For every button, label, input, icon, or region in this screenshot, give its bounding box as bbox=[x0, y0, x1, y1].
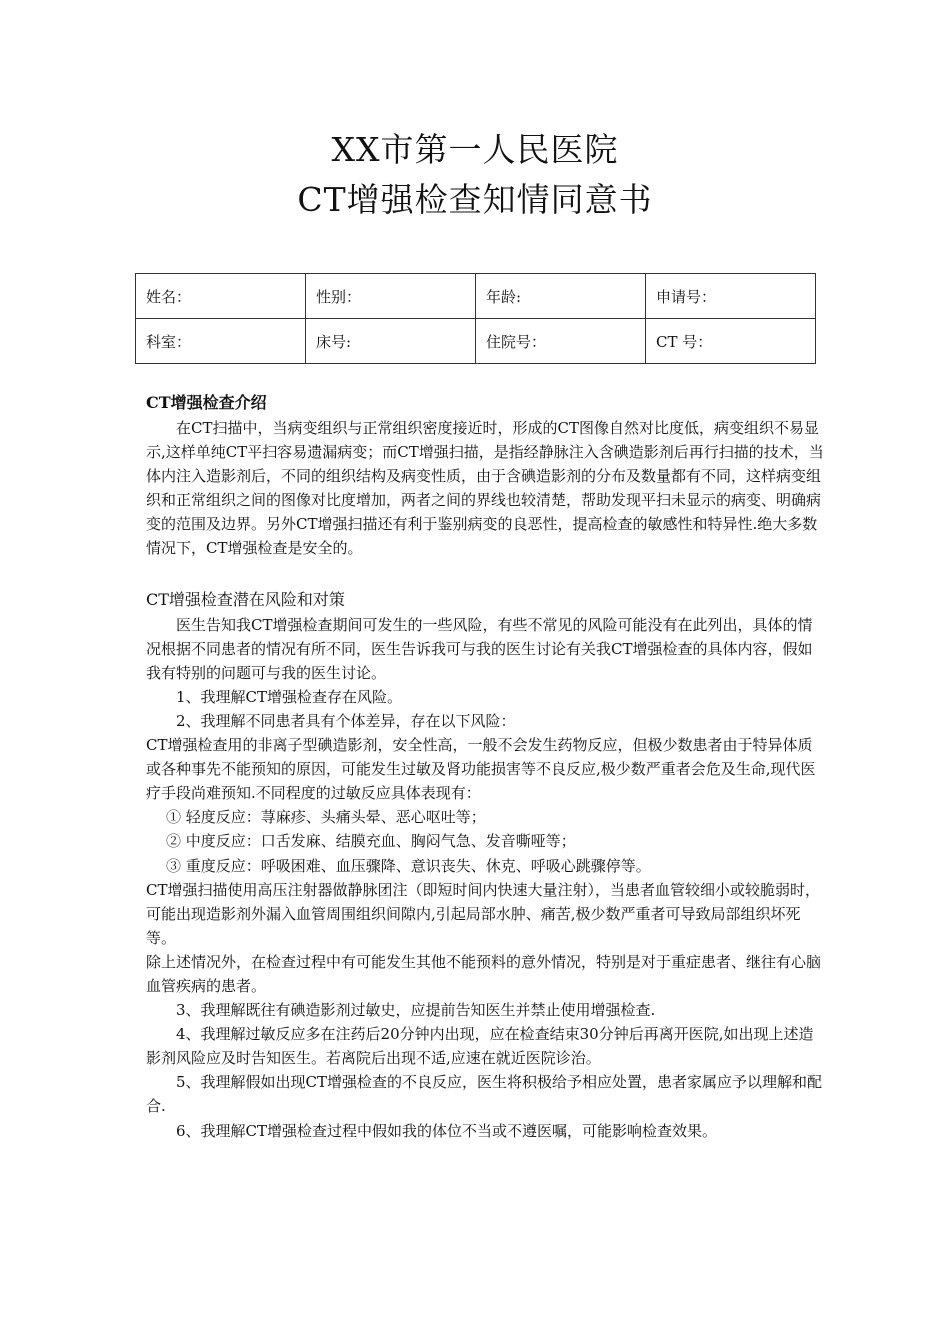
risks-intro-paragraph: 医生告知我CT增强检查期间可发生的一些风险，有些不常见的风险可能没有在此列出，具体的情况根据不同患者的情况有所不同，医生告诉我可与我的医生讨论有关我CT增强检查的具体内容，假如我有特别的问题可与我的医生讨论。 bbox=[146, 615, 813, 682]
age-cell[interactable]: 年龄: bbox=[476, 274, 646, 319]
consent-item-6: 6、我理解CT增强检查过程中假如我的体位不当或不遵医嘱，可能影响检查效果。 bbox=[176, 1121, 718, 1140]
department-cell[interactable]: 科室： bbox=[136, 319, 306, 364]
severe-reaction: ③ 重度反应：呼吸困难、血压骤降、意识丧失、休克、呼吸心跳骤停等。 bbox=[166, 856, 651, 875]
contrast-risk-paragraph: CT增强检查用的非离子型碘造影剂，安全性高，一般不会发生药物反应，但极少数患者由于特异体质或各种事先不能预知的原因，可能发生过敏及肾功能损害等不良反应,极少数严重者会危及生命,现代医疗手段尚难预知.不同程度的过敏反应具体表现有： bbox=[146, 736, 816, 803]
admission-no-cell[interactable]: 住院号： bbox=[476, 319, 646, 364]
injector-risk-paragraph: CT增强扫描使用高压注射器做静脉团注（即短时间内快速大量注射），当患者血管较细小或较脆弱时，可能出现造影剂外漏入血管周围组织间隙内,引起局部水肿、痛苦,极少数严重者可导致局部组织坏死等。 bbox=[146, 880, 820, 947]
table-row bbox=[136, 319, 816, 364]
document-title: CT增强检查知情同意书 bbox=[297, 180, 653, 219]
consent-item-1: 1、我理解CT增强检查存在风险。 bbox=[176, 687, 403, 706]
table-row bbox=[136, 274, 816, 319]
ct-no-cell[interactable]: CT 号： bbox=[646, 319, 816, 364]
gender-cell[interactable]: 性别： bbox=[306, 274, 476, 319]
request-no-cell[interactable]: 申请号： bbox=[646, 274, 816, 319]
document-body bbox=[146, 390, 826, 1143]
other-risk-paragraph: 除上述情况外，在检查过程中有可能发生其他不能预料的意外情况，特别是对于重症患者、继往有心脑血管疾病的患者。 bbox=[146, 952, 822, 995]
bed-no-cell[interactable]: 床号: bbox=[306, 319, 476, 364]
consent-item-4: 4、我理解过敏反应多在注药后20分钟内出现，应在检查结束30分钟后再离开医院,如出现上述造影剂风险应及时告知医生。若离院后出现不适,应速在就近医院诊治。 bbox=[146, 1025, 814, 1068]
name-cell[interactable]: 姓名： bbox=[136, 274, 306, 319]
hospital-name: XX市第一人民医院 bbox=[331, 130, 619, 169]
section-heading-risks: CT增强检查潜在风险和对策 bbox=[146, 589, 345, 609]
consent-item-2: 2、我理解不同患者具有个体差异，存在以下风险： bbox=[176, 711, 516, 730]
consent-item-5: 5、我理解假如出现CT增强检查的不良反应，医生将积极给予相应处置，患者家属应予以理解和配合. bbox=[146, 1073, 823, 1116]
consent-item-3: 3、我理解既往有碘造影剂过敏史，应提前告知医生并禁止使用增强检查. bbox=[176, 1001, 656, 1020]
intro-paragraph: 在CT扫描中，当病变组织与正常组织密度接近时，形成的CT图像自然对比度低，病变组织不易显示,这样单纯CT平扫容易遗漏病变；而CT增强扫描，是指经静脉注入含碘造影剂后再行扫描的技术，当体内注入造影剂后，不同的组织结构及病变性质，由于含碘造影剂的分布及数量都有不同，这样病变组织和正常组织之间的图像对比度增加，两者之间的界线也较清楚，帮助发现平扫未显示的病变、明确病变的范围及边界。另外CT增强扫描还有利于鉴别病变的良恶性，提高检查的敏感性和特异性.绝大多数情况下，CT增强检查是安全的。 bbox=[146, 419, 824, 558]
patient-info-table bbox=[135, 273, 816, 364]
section-heading-intro: CT增强检查介绍 bbox=[146, 393, 267, 412]
mild-reaction: ① 轻度反应：荨麻疹、头痛头晕、恶心呕吐等； bbox=[166, 808, 486, 827]
moderate-reaction: ② 中度反应：口舌发麻、结膜充血、胸闷气急、发音嘶哑等； bbox=[166, 832, 576, 851]
